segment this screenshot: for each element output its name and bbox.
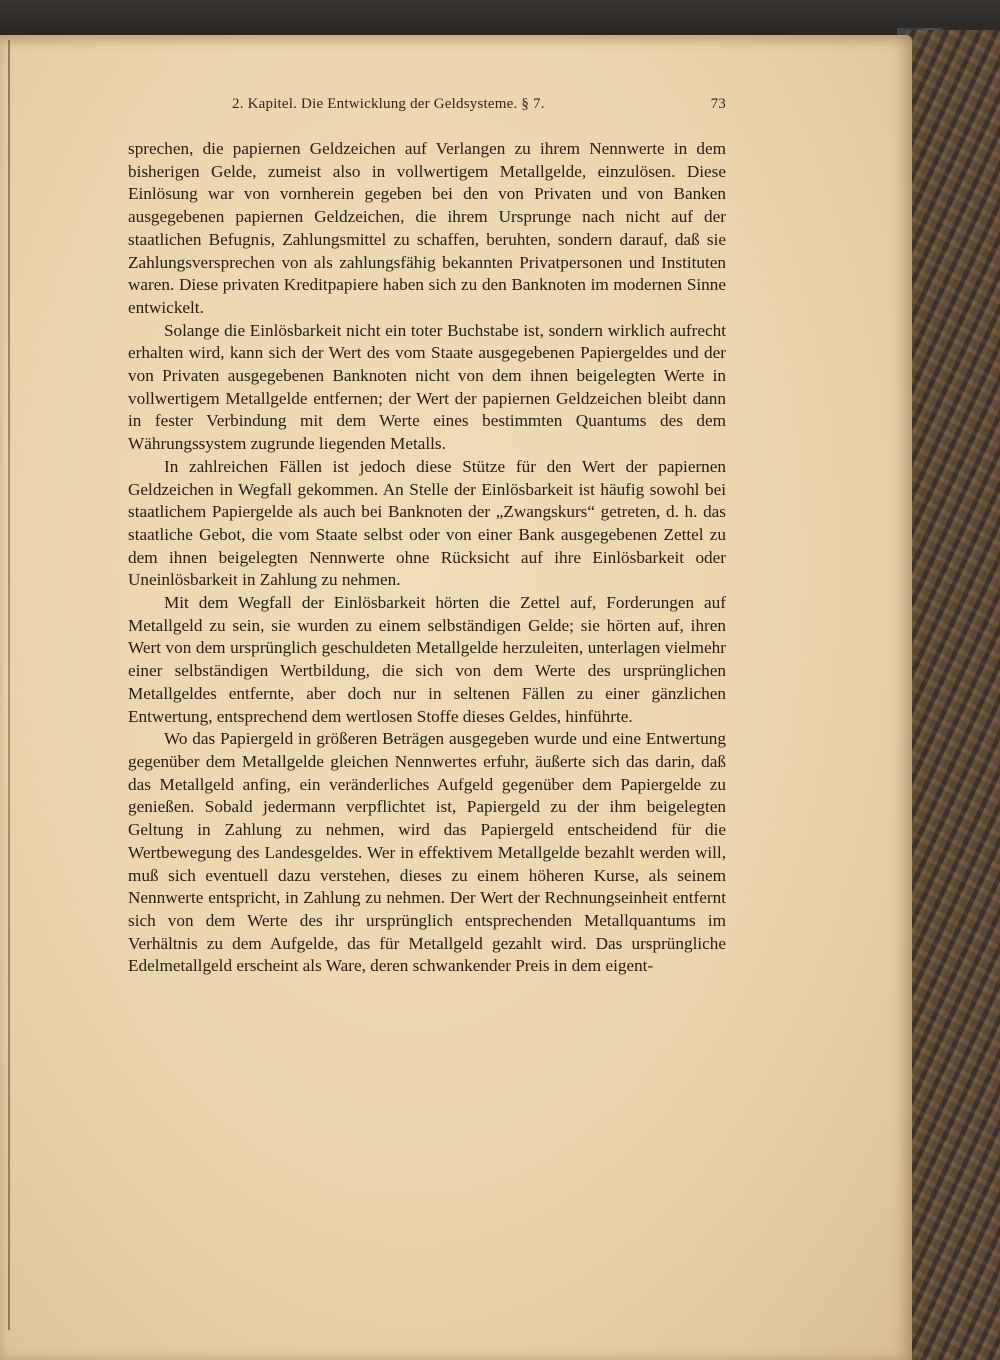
paragraph-3: In zahlreichen Fällen ist jedoch diese Stütze für den Wert der papiernen Geldzeichen in Wegfall gekommen. An Stelle der Einlösbarkeit ist häufig sowohl bei staatlichem Papiergelde als auch bei Banknoten der „Zwangskurs“ getreten, d. h. das staatliche Gebot, die vom Staate selbst oder von einer Bank ausgegebenen Zettel zu dem ihnen beigelegten Nennwerte ohne Rücksicht auf ihre Einlösbarkeit oder Uneinlösbarkeit in Zahlung zu nehmen. [128, 456, 726, 590]
paragraph-2: Solange die Einlösbarkeit nicht ein toter Buchstabe ist, sondern wirklich aufrecht erhalten wird, kann sich der Wert des vom Staate ausgegebenen Papiergeldes und der von Privaten ausgegebenen Banknoten nicht von dem ihnen beigelegten Werte in vollwertigem Metallgelde entfernen; der Wert der papiernen Geldzeichen bleibt dann in fester Verbindung mit dem Werte eines bestimmten Quantums des dem Währungssystem zugrunde liegenden Metalls. [128, 320, 726, 454]
paragraph-4: Mit dem Wegfall der Einlösbarkeit hörten die Zettel auf, Forderungen auf Metallgeld zu sein, sie wurden zu einem selbständigen Gelde; sie hörten auf, ihren Wert von dem ursprünglich geschuldeten Metallgelde herzuleiten, unterlagen vielmehr einer selbständigen Wertbildung, die sich von dem Werte des ursprünglichen Metallgeldes entfernte, aber doch nur in seltenen Fällen zu einer gänzlichen Entwertung, entsprechend dem wertlosen Stoffe dieses Geldes, hinführte. [128, 593, 726, 726]
running-header [232, 96, 726, 118]
book-cover-edge [905, 30, 1000, 1360]
body-text [128, 138, 726, 978]
paragraph-5: Wo das Papiergeld in größeren Beträgen ausgegeben wurde und eine Entwertung gegenüber dem Metallgelde gleichen Nennwertes erfuhr, äußerte sich das darin, daß das Metallgeld anfing, ein veränderliches Aufgeld gegenüber dem Papiergelde zu genießen. Sobald jedermann verpflichtet ist, Papiergeld zu der ihm beigelegten Geltung in Zahlung zu nehmen, wird das Papiergeld entscheidend für die Wertbewegung des Landesgeldes. Wer in effektivem Metallgelde bezahlt werden will, muß sich eventuell dazu verstehen, dieses zu einem höheren Kurse, als seinem Nennwerte entspricht, in Zahlung zu nehmen. Der Wert der Rechnungseinheit entfernt sich von dem Werte des ihr ursprünglich entsprechenden Metallquantums im Verhältnis zu dem Aufgelde, das für Metallgeld gezahlt wird. Das ursprüngliche Edelmetallgeld erscheint als Ware, deren schwankender Preis in dem eigent- [128, 729, 726, 976]
page-number: 73 [710, 96, 726, 112]
paragraph-1: sprechen, die papiernen Geldzeichen auf Verlangen zu ihrem Nennwerte in dem bisherigen Gelde, zumeist also in vollwertigem Metallgelde, einzulösen. Diese Einlösung war von vornherein gegeben bei den von Privaten und von Banken ausgegebenen papiernen Geldzeichen, die ihrem Ursprunge nach nicht auf der staatlichen Befugnis, Zahlungsmittel zu schaffen, beruhten, sondern darauf, daß sie Zahlungsversprechen von als zahlungsfähig bekannten Privatpersonen und Instituten waren. Diese privaten Kreditpapiere haben sich zu den Banknoten im modernen Sinne entwickelt. [128, 139, 726, 317]
chapter-title: 2. Kapitel. Die Entwicklung der Geldsysteme. § 7. [232, 96, 545, 112]
page-gutter [8, 40, 10, 1330]
